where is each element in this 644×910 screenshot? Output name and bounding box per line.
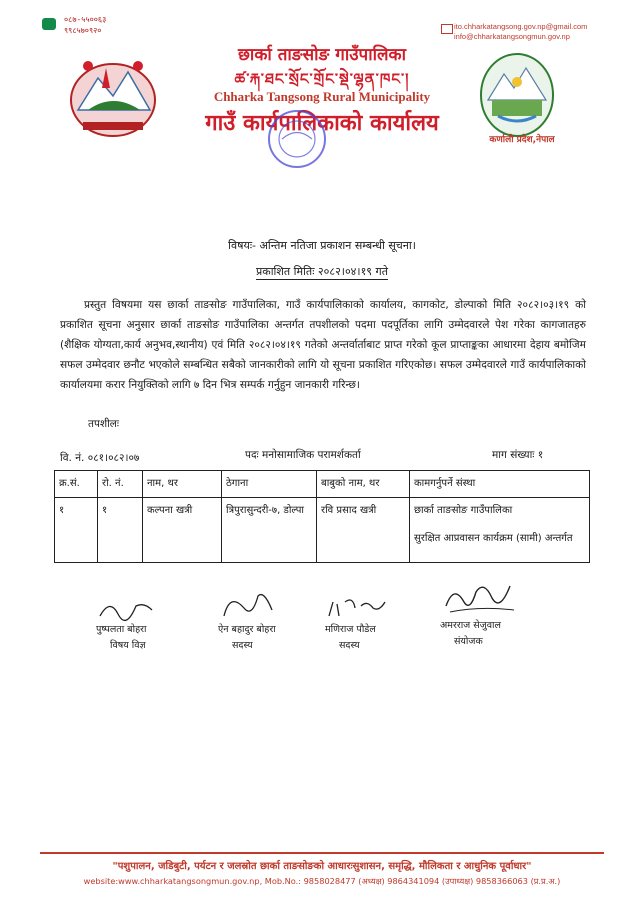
- signature-block-2: [218, 588, 278, 654]
- email-addresses: [454, 22, 587, 42]
- signatory-role: संयोजक: [454, 636, 483, 647]
- org-line-2: सुरक्षित आप्रवासन कार्यक्रम (सामी) अन्तर्गत: [414, 533, 573, 544]
- phone-icon: [42, 18, 56, 30]
- cell-address: त्रिपुरासुन्दरी-७, डोल्पा: [222, 498, 317, 563]
- handwritten-signature-icon: [218, 588, 278, 622]
- notice-subject: विषयः- अन्तिम नतिजा प्रकाशन सम्बन्धी सूचना।: [228, 239, 416, 252]
- handwritten-signature-icon: [96, 596, 156, 622]
- signature-block-3: [325, 594, 389, 654]
- cell-name: कल्पना खत्री: [143, 498, 222, 563]
- handwritten-signature-icon: [440, 576, 520, 618]
- municipality-logo-icon: [478, 52, 556, 138]
- table-header-row: [55, 471, 590, 498]
- province-label: कर्णाली प्रदेश,नेपाल: [489, 135, 555, 145]
- mail-icon: [441, 24, 453, 34]
- reference-number: वि. नं. ०८१।०८२।०७: [60, 452, 140, 464]
- email-2[interactable]: info@chharkatangsongmun.gov.np: [454, 32, 570, 41]
- col-serial: क्र.सं.: [55, 471, 98, 498]
- signatory-role: सदस्य: [339, 640, 360, 651]
- handwritten-signature-icon: [325, 594, 389, 622]
- municipality-name-english: Chharka Tangsong Rural Municipality: [213, 89, 431, 104]
- signatory-name: अमरराज सेजुवाल: [440, 620, 501, 631]
- col-father: बाबुको नाम, थर: [317, 471, 410, 498]
- phone-numbers: [64, 14, 106, 36]
- signatory-role: विषय विज्ञ: [110, 640, 146, 651]
- email-1[interactable]: ito.chharkatangsong.gov.np@gmail.com: [454, 22, 588, 31]
- footer-divider: [40, 852, 604, 854]
- phone-number-1: ०८७-५५००६३: [64, 15, 107, 24]
- table-row: [55, 498, 590, 563]
- phone-number-2: ९९८५७०९२०: [64, 26, 102, 35]
- post-name: पदः मनोसामाजिक परामर्शकर्ता: [245, 449, 361, 461]
- signature-block-4: [440, 576, 520, 650]
- footer-contact: website:www.chharkatangsongmun.gov.np, Mob.No.: 9858028477 (अध्यक्ष) 9864341094 (उपाध्यक्ष) 9858366063 (प्र.प्र.अ.): [83, 876, 561, 886]
- cell-serial: १: [55, 498, 98, 563]
- office-name: गाउँ कार्यपालिकाको कार्यालय: [205, 111, 439, 136]
- signature-block-1: [96, 596, 156, 654]
- office-stamp-icon: [266, 108, 328, 170]
- col-organization: कामगर्नुपर्ने संस्था: [410, 471, 590, 498]
- col-roll: रो. नं.: [98, 471, 143, 498]
- published-date: [0, 264, 644, 279]
- municipality-name-tibetan: ཚ་རྐ་ཐང་སྲོང་གྲོང་སྡེ་ལྷན་ཁང་།: [234, 70, 410, 88]
- col-name: नाम, थर: [143, 471, 222, 498]
- published-date-text: प्रकाशित मितिः २०८२।०४।१९ गते: [256, 265, 388, 278]
- signatory-name: ऐन बहादुर बोहरा: [218, 624, 276, 635]
- details-heading: तपशीलः: [88, 418, 120, 430]
- notice-paragraph: प्रस्तुत विषयमा यस छार्का ताङसोङ गाउँपालिका, गाउँ कार्यपालिकाको कार्यालय, कागकोट, डोल्पाको मिति २०८२।०३।१९ को प्रकाशित सूचना अनुसार छार्का ताङसोङ गाउँपालिका अन्तर्गत तपशीलको पदमा पदपूर्तिका लागि उम्मेदवारले पेश गरेका कागजातहरु (शैक्षिक योग्यता,कार्य अनुभव,स्थानीय) एवं मिति २०८२।०४।१९ गतेको अन्तर्वार्ताबाट प्राप्त गरेको कूल प्राप्ताङ्कका आधारमा देहाय बमोजिम सफल उम्मेदवार छनौट भएकोले सम्बन्धित सबैको जानकारीको लागि यो सूचना प्रकाशित गरिएकोछ। सफल उम्मेदवारले गाउँ कार्यपालिकाको कार्यालयमा करार नियुक्तिको लागि ७ दिन भित्र सम्पर्क गर्नुहुन जानकारी गरिन्छ।: [60, 299, 586, 391]
- signatory-name: मणिराज पौडेल: [325, 624, 376, 635]
- municipality-name-nepali: छार्का ताङसोङ गाउँपालिका: [238, 45, 406, 65]
- signatory-name: पुष्पलता बोहरा: [96, 624, 147, 635]
- col-address: ठेगाना: [222, 471, 317, 498]
- org-line-1: छार्का ताङसोङ गाउँपालिका: [414, 505, 513, 516]
- result-table: [54, 470, 590, 563]
- signatory-role: सदस्य: [232, 640, 253, 651]
- footer-motto: "पशुपालन, जडिबुटी, पर्यटन र जलस्रोत छार्का ताङसोङको आधारःसुशासन, समृद्धि, मौलिकता र आधुनिक पूर्वाधार": [112, 861, 532, 872]
- cell-father: रवि प्रसाद खत्री: [317, 498, 410, 563]
- cell-organization: [410, 498, 590, 563]
- demand-count: माग संख्याः १: [492, 449, 544, 461]
- cell-roll: १: [98, 498, 143, 563]
